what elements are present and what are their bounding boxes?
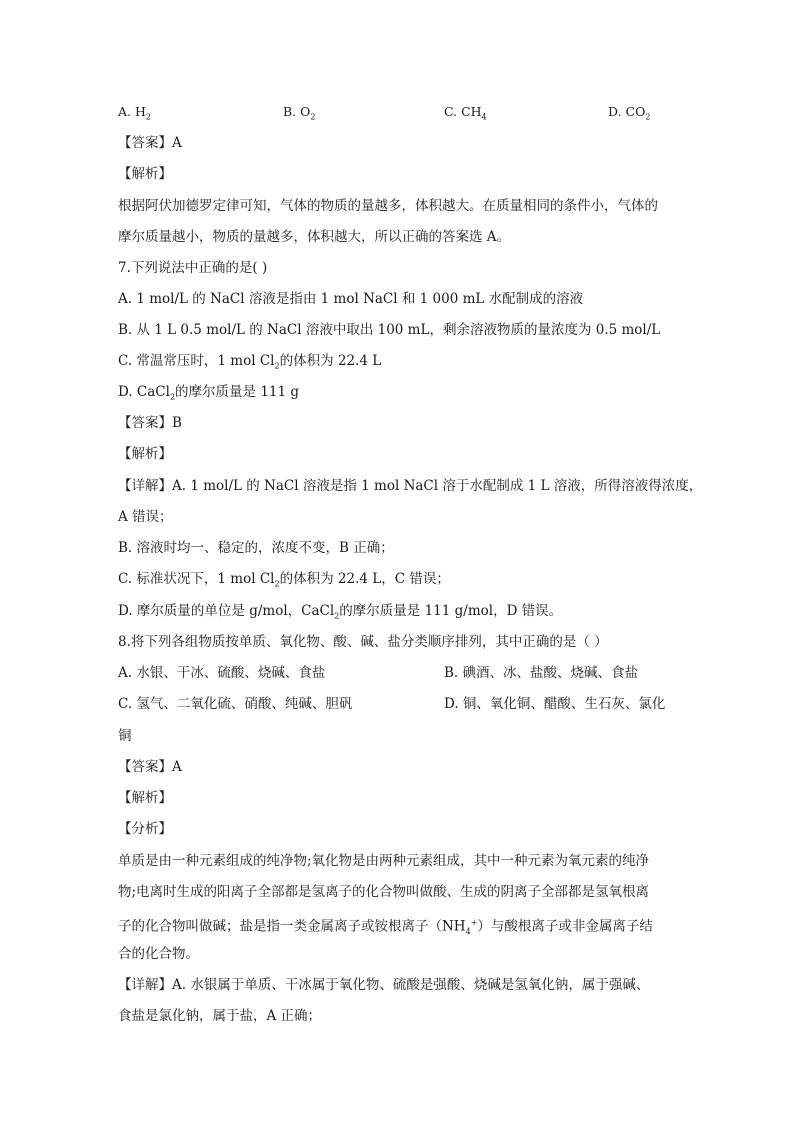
q6-answer: 【答案】A: [118, 135, 182, 151]
q6-analysis-heading: 【解析】: [118, 166, 172, 182]
q8-option-a: A. 水银、干冰、硫酸、烧碱、食盐: [118, 665, 326, 681]
q7-option-d-text: D. CaCl: [118, 384, 170, 400]
q7-detail-d: [118, 601, 562, 627]
q7-option-c: [118, 351, 381, 377]
q8-option-d: D. 铜、氧化铜、醋酸、生石灰、氯化: [444, 696, 666, 712]
q6-option-c-text: C. CH: [444, 104, 482, 119]
q8-detail-line-1: 【详解】A. 水银属于单质、干冰属于氧化物、硫酸是强酸、烧碱是氢氧化钠，属于强碱、: [118, 977, 650, 993]
q8-analysis-line-3: [118, 913, 653, 942]
q7-option-c-text-2: 的体积为 22.4 L: [279, 353, 382, 369]
q6-option-c: [444, 104, 487, 122]
q6-option-b-sub: 2: [310, 112, 316, 122]
q8-analysis-heading: 【解析】: [118, 790, 172, 806]
q6-option-d: [608, 104, 650, 122]
q7-detail-d-text: D. 摩尔质量的单位是 g/mol，CaCl: [118, 603, 335, 619]
q7-detail-d-text-2: 的摩尔质量是 111 g/mol，D 错误。: [339, 603, 563, 619]
q6-option-d-sub: 2: [645, 112, 651, 122]
q7-option-c-sub: 2: [274, 361, 280, 371]
q7-detail-b: B. 溶液时均一、稳定的，浓度不变，B 正确；: [118, 540, 394, 556]
q6-explanation-line-1: 根据阿伏加德罗定律可知，气体的物质的量越多，体积越大。在质量相同的条件小，气体的: [118, 198, 658, 214]
q8-answer: 【答案】A: [118, 759, 182, 775]
q8-analysis-line-3-text-2: ）与酸根离子或非金属离子结: [477, 918, 653, 935]
q8-analysis-line-3-sup: +: [470, 918, 478, 927]
q6-option-b: [283, 104, 315, 122]
q7-analysis-heading: 【解析】: [118, 446, 172, 462]
q6-option-d-text: D. CO: [608, 104, 646, 119]
q7-option-d-text-2: 的摩尔质量是 111 g: [175, 384, 300, 400]
q8-option-d-continued: 铜: [118, 728, 132, 744]
q6-option-a: [118, 104, 151, 122]
q8-detail-line-2: 食盐是氯化钠，属于盐，A 正确；: [118, 1008, 322, 1024]
q7-detail-c-sub: 2: [274, 579, 280, 589]
q7-detail-a-line-1: 【详解】A. 1 mol/L 的 NaCl 溶液是指 1 mol NaCl 溶于水配制成 1 L 溶液，所得溶液得浓度，: [118, 478, 703, 494]
q7-answer: 【答案】B: [118, 415, 182, 431]
q7-detail-d-sub: 2: [334, 611, 340, 621]
q8-analysis-line-4: 合的化合物。: [118, 946, 199, 962]
q7-detail-a-line-2: A 错误；: [118, 509, 173, 525]
q7-detail-c-text-2: 的体积为 22.4 L，C 错误；: [279, 571, 450, 587]
q8-stem: 8.将下列各组物质按单质、氧化物、酸、碱、盐分类顺序排列，其中正确的是（ ）: [118, 634, 608, 650]
q6-option-a-sub: 2: [145, 112, 151, 122]
q7-detail-c: [118, 569, 450, 595]
q6-explanation-line-2: 摩尔质量越小，物质的量越多，体积越大，所以正确的答案选 A。: [118, 229, 511, 245]
q8-option-c: C. 氢气、二氧化硫、硝酸、纯碱、胆矾: [118, 696, 353, 712]
q6-option-b-text: B. O: [283, 104, 311, 119]
q7-stem: 7.下列说法中正确的是( ): [118, 260, 268, 276]
q7-option-d-sub: 2: [169, 392, 176, 402]
q7-detail-c-text: C. 标准状况下，1 mol Cl: [118, 571, 275, 587]
q6-option-c-sub: 4: [481, 112, 487, 122]
q7-option-c-text: C. 常温常压时，1 mol Cl: [118, 353, 275, 369]
q7-option-a: A. 1 mol/L 的 NaCl 溶液是指由 1 mol NaCl 和 1 000 mL 水配制成的溶液: [118, 291, 584, 307]
q8-analysis-line-1: 单质是由一种元素组成的纯净物;氧化物是由两种元素组成，其中一种元素为氧元素的纯净: [118, 853, 650, 869]
q7-option-d: [118, 382, 299, 408]
q8-option-b: B. 碘酒、冰、盐酸、烧碱、食盐: [444, 665, 639, 681]
q6-option-a-text: A. H: [118, 104, 146, 119]
q8-fenxi-heading: 【分析】: [118, 821, 172, 837]
q8-analysis-line-3-text: 子的化合物叫做碱；盐是指一类金属离子或铵根离子（NH: [118, 918, 466, 935]
q8-analysis-line-3-sub: 4: [465, 927, 471, 937]
q7-option-b: B. 从 1 L 0.5 mol/L 的 NaCl 溶液中取出 100 mL，剩余溶液物质的量浓度为 0.5 mol/L: [118, 322, 661, 338]
q8-analysis-line-2: 物;电离时生成的阳离子全部都是氢离子的化合物叫做酸、生成的阴离子全部都是氢氧根离: [118, 884, 650, 900]
